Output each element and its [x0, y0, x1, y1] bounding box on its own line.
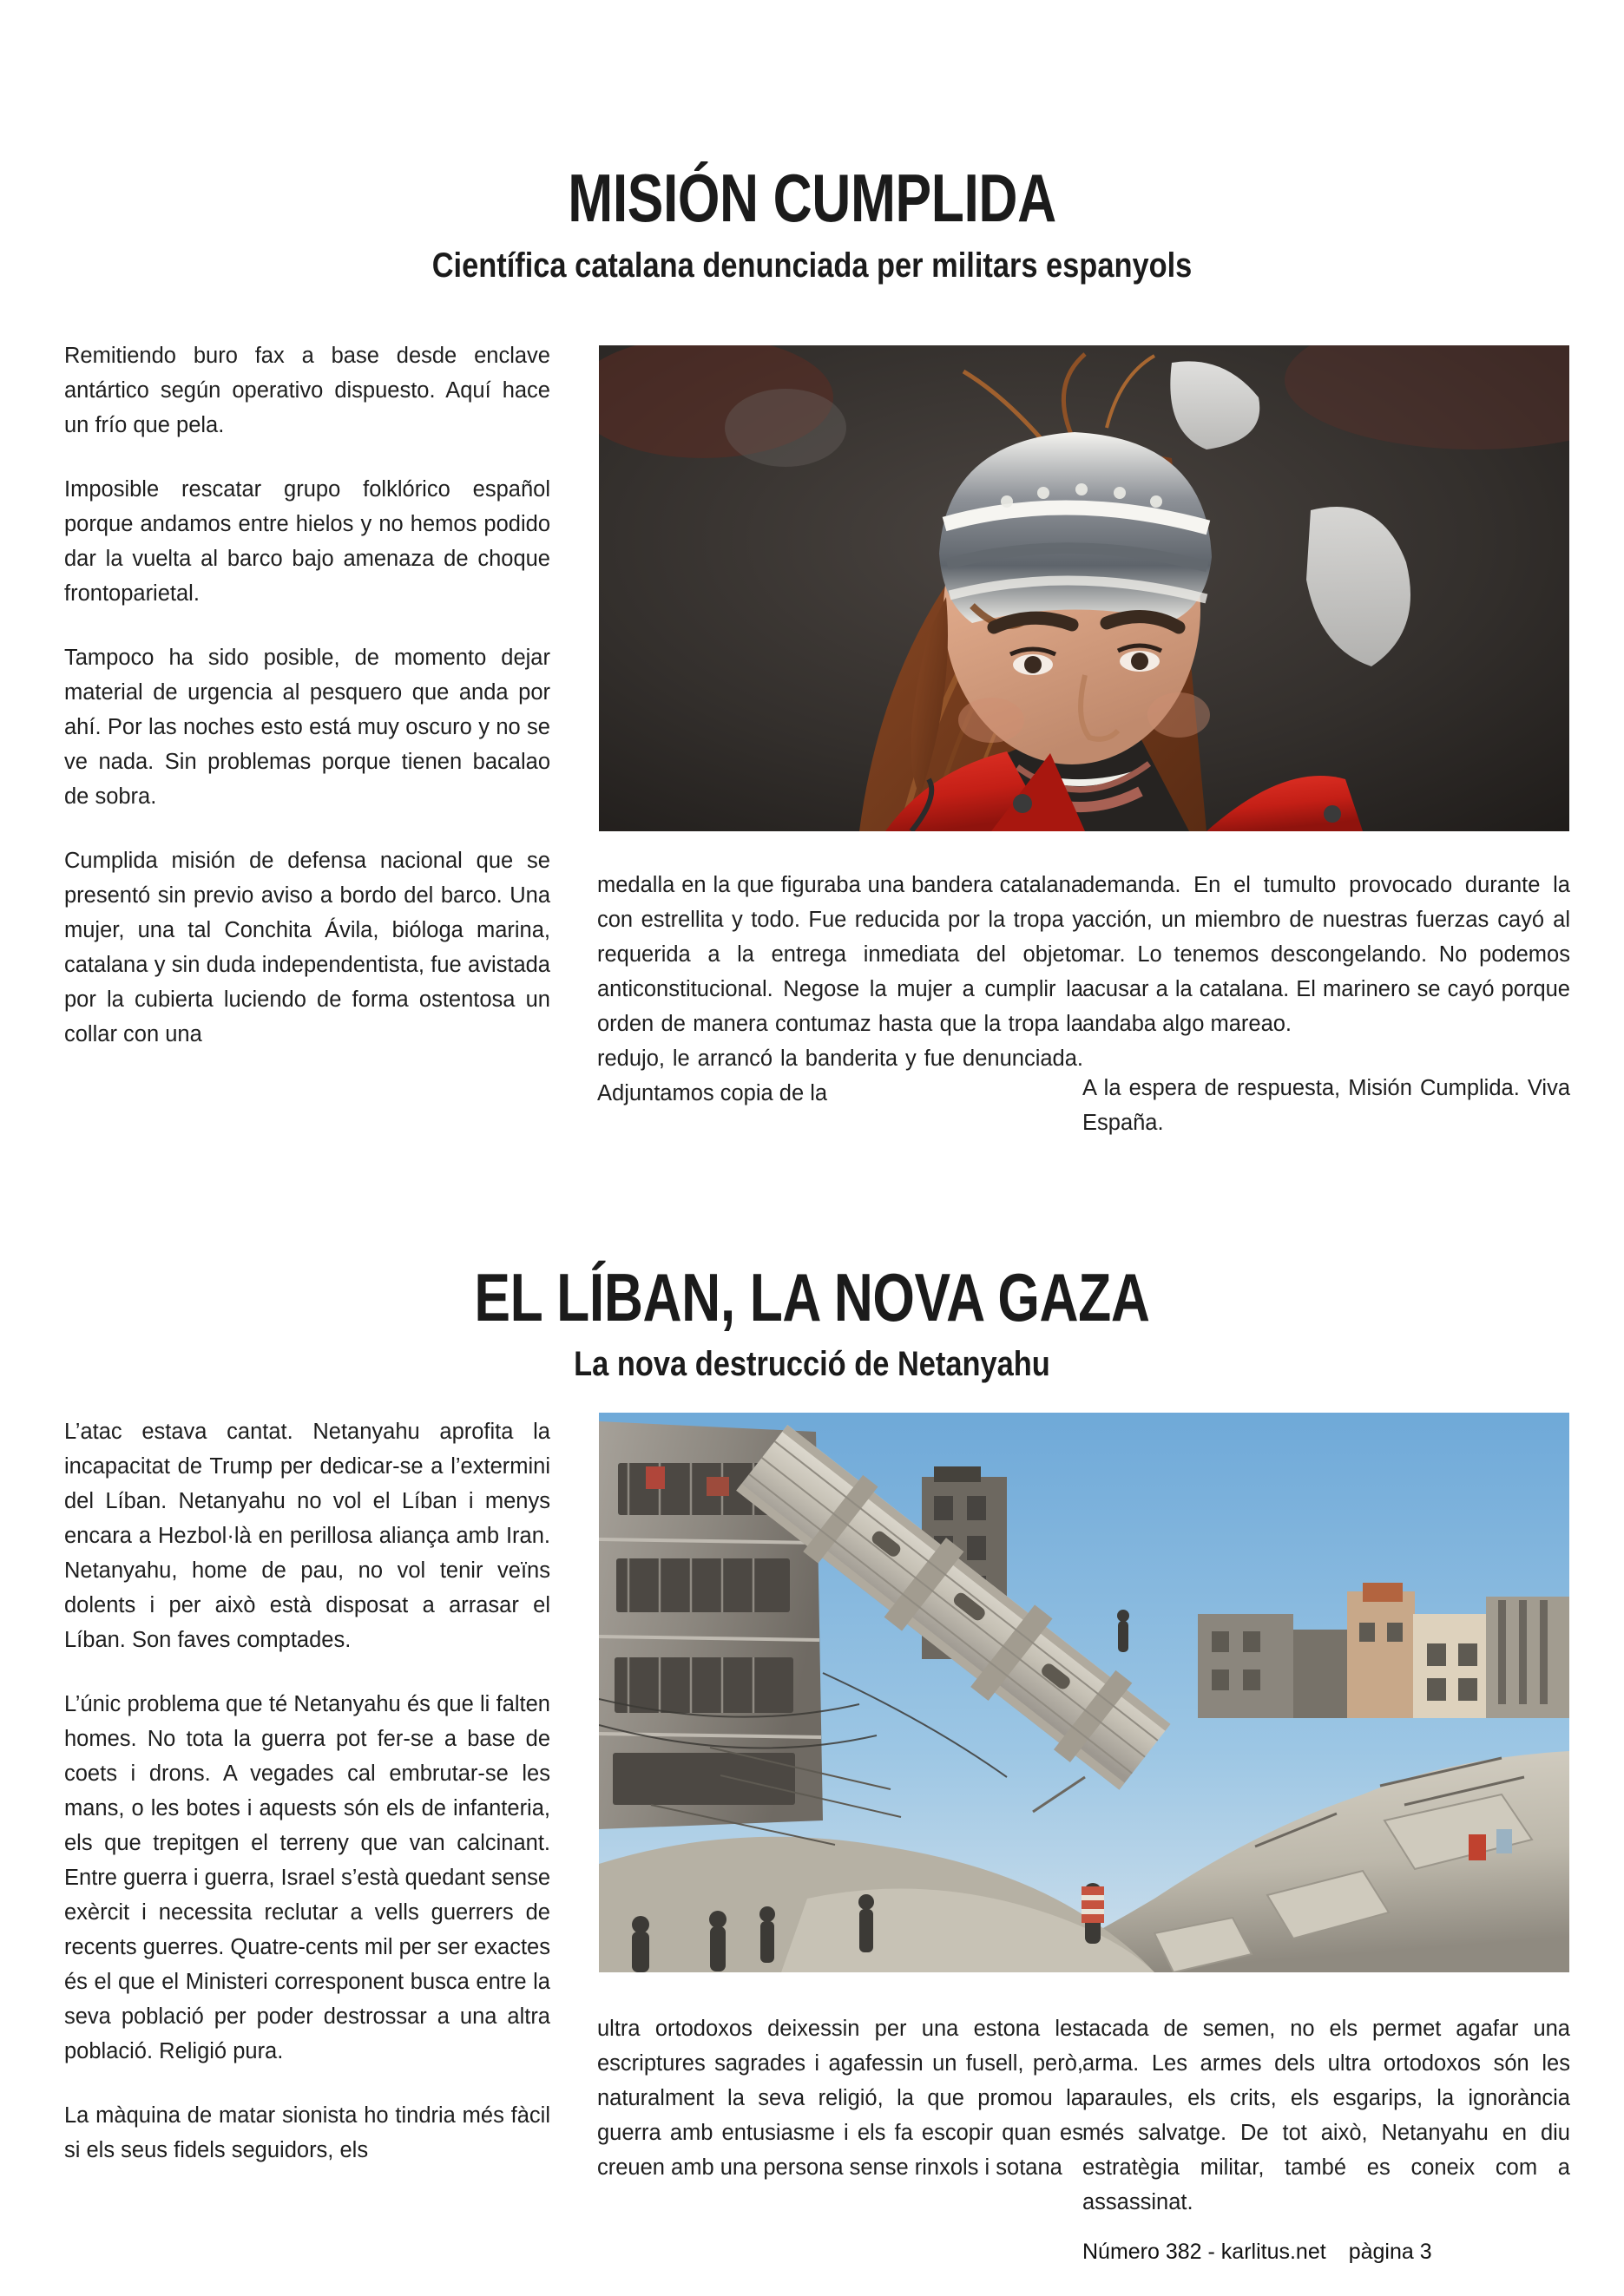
article-2-title-container: [0, 1260, 1624, 1335]
article-2-headline: EL LÍBAN, LA NOVA GAZA: [474, 1259, 1150, 1335]
article-1-headline: MISIÓN CUMPLIDA: [568, 160, 1056, 236]
article-1-subtitle-container: [0, 245, 1624, 286]
article-1-column-3: [1082, 868, 1570, 1140]
article-2-column-1: [64, 1414, 550, 2168]
article-1-photo: [599, 345, 1569, 831]
paragraph: Imposible rescatar grupo folklórico español porque andamos entre hielos y no hemos podido dar la vuelta al barco bajo amenaza de choque frontoparietal.: [64, 477, 550, 606]
article-2-subtitle-container: [0, 1343, 1624, 1385]
paragraph: La màquina de matar sionista ho tindria més fàcil si els seus fidels seguidors, els: [64, 2103, 550, 2162]
article-1-column-1: [64, 338, 550, 1052]
portrait-photo-graphic: [599, 345, 1569, 831]
paragraph: Cumplida misión de defensa nacional que se presentó sin previo aviso a bordo del barco. Una mujer, una tal Conchita Ávila, bióloga marina, catalana y sin duda independentista, fue avistada por la cubierta luciendo de forma ostentosa un collar con una: [64, 849, 550, 1046]
paragraph: demanda. En el tumulto provocado durante la acción, un miembro de nuestras fuerzas cayó al mar. Lo tenemos descongelando. No podemos acusar a la catalana. El marinero se cayó porque andaba algo mareao.: [1082, 873, 1570, 1036]
footer-issue-label: Número 382 - karlitus.net: [1082, 2240, 1326, 2264]
article-1-column-2: [597, 868, 1083, 1111]
paragraph: medalla en la que figuraba una bandera catalana con estrellita y todo. Fue reducida por la tropa y requerida a la entrega inmediata del objeto anticonstitucional. Negose la mujer a cumplir la orden de manera contumaz hasta que la tropa la redujo, le arrancó la banderita y fue denunciada. Adjuntamos copia de la: [597, 873, 1083, 1105]
footer-page-number: pàgina 3: [1348, 2240, 1432, 2264]
article-1-title-container: [0, 161, 1624, 235]
page-footer: [1082, 2237, 1570, 2266]
paragraph: tacada de semen, no els permet agafar una arma. Les armes dels ultra ortodoxos són les paraules, els crits, els esgarips, la ignorància més salvatge. De tot això, Netanyahu en diu estratègia militar, també es coneix com a assassinat.: [1082, 2017, 1570, 2214]
paragraph: A la espera de respuesta, Misión Cumplida. Viva España.: [1082, 1076, 1570, 1135]
article-1-subheadline: Científica catalana denunciada per militars espanyols: [431, 246, 1193, 285]
paragraph: L’únic problema que té Netanyahu és que li falten homes. No tota la guerra pot fer-se a base de coets i drons. A vegades cal embrutar-se les mans, o les botes i aquests són els de infanteria, els que trepitgen el terreny que van calcinant. Entre guerra i guerra, Israel s’està quedant sense exèrcit i necessita reclutar a vells guerrers de recents guerres. Quatre-cents mil per ser exactes és el que el Ministeri corresponent busca entre la seva població per poder destrossar a una altra població. Religió pura.: [64, 1692, 550, 2063]
article-2-photo: [599, 1413, 1569, 1972]
destruction-photo-graphic: [599, 1413, 1569, 1972]
article-2-subheadline: La nova destrucció de Netanyahu: [574, 1345, 1050, 1383]
paragraph: Tampoco ha sido posible, de momento dejar material de urgencia al pesquero que anda por ahí. Por las noches esto está muy oscuro y no se ve nada. Sin problemas porque tienen bacalao de sobra.: [64, 646, 550, 809]
article-2-column-3: [1082, 2011, 1570, 2220]
paragraph: L’atac estava cantat. Netanyahu aprofita la incapacitat de Trump per dedicar-se a l’extermini del Líban. Netanyahu no vol el Líban i menys encara a Hezbol·là en perillosa aliança amb Iran. Netanyahu, home de pau, no vol tenir veïns dolents i per això està disposat a arrasar el Líban. Son faves comptades.: [64, 1420, 550, 1652]
paragraph: ultra ortodoxos deixessin per una estona les escriptures sagrades i agafessin un fusell, però, naturalment la seva religió, la que promou la guerra amb entusiasme i els fa escopir quan es creuen amb una persona sense rinxols i sotana: [597, 2017, 1083, 2180]
article-2-column-2: [597, 2011, 1083, 2185]
paragraph: Remitiendo buro fax a base desde enclave antártico según operativo dispuesto. Aquí hace un frío que pela.: [64, 344, 550, 437]
